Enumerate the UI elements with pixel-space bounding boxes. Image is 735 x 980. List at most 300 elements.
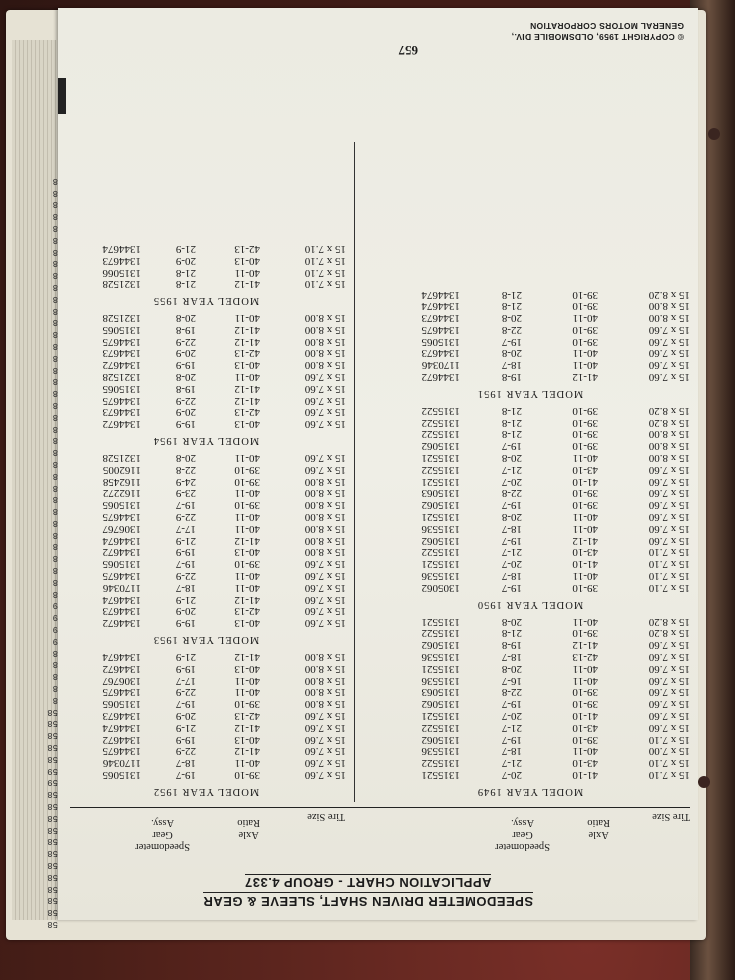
table-row	[66, 593, 346, 605]
axle-ratio-cell: 40-11	[572, 312, 598, 325]
table-row	[370, 370, 690, 382]
table-row	[370, 638, 690, 650]
axle-ratio-cell: 40-11	[572, 570, 598, 583]
table-row	[66, 394, 346, 406]
part-number-cell: 1344674	[421, 300, 460, 313]
axle-ratio-cell: 41-12	[234, 534, 260, 547]
part-number-cell: 1315065	[102, 323, 141, 336]
part-number-cell: 1315536	[421, 651, 460, 664]
table-row	[370, 428, 690, 440]
axle-ratio-cell: 40-11	[572, 522, 598, 535]
gear-ratio-cell: 18-7	[501, 522, 522, 535]
table-row	[66, 721, 346, 733]
tire-size-cell: 15 x 7.60	[648, 686, 690, 699]
section-heading: MODEL YEAR 1951	[476, 388, 584, 400]
axle-ratio-cell: 40-11	[234, 686, 260, 699]
header-right-speedometer-gear-assy: Speedometer Gear Assy.	[135, 817, 190, 852]
axle-ratio-cell: 41-12	[234, 593, 260, 606]
table-row	[370, 569, 690, 581]
axle-ratio-cell: 43-10	[572, 546, 598, 559]
gear-ratio-cell: 18-7	[175, 581, 196, 594]
table-row	[66, 278, 346, 290]
axle-ratio-cell: 41-12	[234, 323, 260, 336]
tire-size-cell: 15 x 7.60	[648, 359, 690, 372]
axle-ratio-cell: 41-10	[572, 558, 598, 571]
tire-size-cell: 15 x 7.60	[304, 745, 346, 758]
gear-ratio-cell: 22-8	[501, 686, 522, 699]
axle-ratio-cell: 39-10	[572, 288, 598, 301]
gear-ratio-cell: 21-8	[501, 404, 522, 417]
title-line-2: APPLICATION CHART - GROUP 4.337	[244, 875, 492, 890]
tire-size-cell: 15 x 8.00	[304, 546, 346, 559]
table-row	[66, 697, 346, 709]
axle-ratio-cell: 39-10	[572, 686, 598, 699]
tire-size-cell: 15 x 7.60	[304, 605, 346, 618]
part-number-cell: 1315521	[421, 511, 460, 524]
gear-ratio-cell: 19-9	[175, 418, 196, 431]
tire-size-cell: 15 x 7.00	[648, 745, 690, 758]
axle-ratio-cell: 39-10	[572, 416, 598, 429]
table-row	[370, 522, 690, 534]
left-column	[370, 288, 690, 802]
table-row	[66, 733, 346, 745]
gear-ratio-cell: 20-8	[175, 452, 196, 465]
gear-ratio-cell: 18-7	[501, 570, 522, 583]
gear-ratio-cell: 20-8	[175, 371, 196, 384]
part-number-cell: 1315065	[102, 698, 141, 711]
table-row	[66, 451, 346, 463]
axle-ratio-cell: 41-12	[234, 721, 260, 734]
tire-size-cell: 15 x 7.60	[304, 394, 346, 407]
table-row	[370, 416, 690, 428]
tire-size-cell: 15 x 7.10	[304, 254, 346, 267]
part-number-cell: 1315536	[421, 674, 460, 687]
gear-ratio-cell: 21-8	[175, 266, 196, 279]
gear-ratio-cell: 20-8	[501, 347, 522, 360]
axle-ratio-cell: 40-11	[234, 452, 260, 465]
header-left-axle-ratio: Axle Ratio	[587, 817, 610, 840]
tire-size-cell: 15 x 7.60	[648, 662, 690, 675]
part-number-cell: 1315065	[102, 499, 141, 512]
tire-size-cell: 15 x 8.00	[304, 347, 346, 360]
part-number-cell: 1344675	[102, 335, 141, 348]
part-number-cell: 1344674	[102, 651, 141, 664]
axle-ratio-cell: 42-13	[234, 605, 260, 618]
table-row	[370, 359, 690, 371]
tire-size-cell: 15 x 8.00	[304, 674, 346, 687]
tire-size-cell: 15 x 7.60	[304, 769, 346, 781]
axle-ratio-cell: 39-10	[572, 698, 598, 711]
table-row	[66, 498, 346, 510]
header-left-tire-size: Tire Size	[652, 811, 690, 822]
part-number-cell: 1315062	[421, 499, 460, 512]
tire-size-cell: 15 x 7.60	[648, 347, 690, 360]
tire-size-cell: 15 x 8.00	[304, 534, 346, 547]
table-row	[66, 510, 346, 522]
header-left-speedometer-gear-assy: Speedometer Gear Assy.	[495, 817, 550, 852]
gear-ratio-cell: 20-8	[501, 511, 522, 524]
axle-ratio-cell: 41-12	[572, 371, 598, 384]
tire-size-cell: 15 x 7.60	[304, 463, 346, 476]
tire-size-cell: 15 x 7.60	[648, 721, 690, 734]
part-number-cell: 1315522	[421, 546, 460, 559]
part-number-cell: 1315521	[421, 475, 460, 488]
table-row	[66, 745, 346, 757]
part-number-cell: 1315521	[421, 615, 460, 628]
part-number-cell: 1344673	[102, 254, 141, 267]
table-row	[66, 768, 346, 780]
part-number-cell: 1321528	[102, 312, 141, 325]
axle-ratio-cell: 40-11	[572, 745, 598, 758]
axle-ratio-cell: 40-11	[572, 615, 598, 628]
tire-size-cell: 15 x 8.00	[304, 335, 346, 348]
table-row	[370, 650, 690, 662]
gear-ratio-cell: 22-9	[175, 511, 196, 524]
gear-ratio-cell: 19-7	[501, 335, 522, 348]
tire-size-cell: 15 x 7.60	[648, 710, 690, 723]
table-row	[370, 546, 690, 558]
axle-ratio-cell: 40-13	[234, 418, 260, 431]
section-heading: MODEL YEAR 1955	[152, 295, 260, 307]
table-row	[66, 650, 346, 662]
table-row	[66, 463, 346, 475]
tire-size-cell: 15 x 7.60	[648, 511, 690, 524]
axle-ratio-cell: 40-11	[234, 570, 260, 583]
tire-size-cell: 15 x 7.60	[648, 487, 690, 500]
table-row	[66, 417, 346, 429]
tire-size-cell: 15 x 7.10	[304, 266, 346, 279]
gear-ratio-cell: 22-8	[501, 323, 522, 336]
gear-ratio-cell: 20-9	[175, 347, 196, 360]
tire-size-cell: 15 x 7.10	[648, 570, 690, 583]
part-number-cell: 1321528	[102, 278, 141, 291]
gear-ratio-cell: 20-8	[175, 312, 196, 325]
table-row	[370, 300, 690, 312]
part-number-cell: 1344673	[102, 347, 141, 360]
part-number-cell: 1170346	[102, 581, 141, 594]
gear-ratio-cell: 23-9	[175, 487, 196, 500]
tire-size-cell: 15 x 7.60	[304, 570, 346, 583]
part-number-cell: 1315066	[102, 266, 141, 279]
column-divider	[354, 142, 355, 802]
table-row	[370, 662, 690, 674]
tire-size-cell: 15 x 7.60	[648, 475, 690, 488]
gear-ratio-cell: 21-9	[175, 242, 196, 255]
title-line-1: SPEEDOMETER DRIVEN SHAFT, SLEEVE & GEAR	[202, 894, 534, 909]
axle-ratio-cell: 40-11	[572, 674, 598, 687]
gear-ratio-cell: 19-7	[501, 534, 522, 547]
axle-ratio-cell: 39-10	[234, 475, 260, 488]
part-number-cell: 1315063	[421, 686, 460, 699]
table-row	[66, 534, 346, 546]
tire-size-cell: 15 x 8.00	[304, 499, 346, 512]
tire-size-cell: 15 x 7.60	[648, 335, 690, 348]
axle-ratio-cell: 40-13	[234, 733, 260, 746]
axle-ratio-cell: 40-11	[234, 487, 260, 500]
tire-size-cell: 15 x 7.10	[304, 242, 346, 255]
axle-ratio-cell: 40-11	[234, 757, 260, 770]
axle-ratio-cell: 39-10	[572, 428, 598, 441]
axle-ratio-cell: 40-11	[234, 266, 260, 279]
tire-size-cell: 15 x 7.10	[304, 278, 346, 291]
part-number-cell: 1315522	[421, 428, 460, 441]
tire-size-cell: 15 x 7.10	[648, 733, 690, 746]
part-number-cell: 1315063	[421, 487, 460, 500]
tire-size-cell: 15 x 8.00	[648, 428, 690, 441]
section-heading: MODEL YEAR 1950	[476, 598, 584, 610]
gear-ratio-cell: 20-9	[175, 406, 196, 419]
part-number-cell: 1344675	[102, 570, 141, 583]
part-number-cell: 1344674	[102, 534, 141, 547]
right-column	[66, 242, 346, 802]
part-number-cell: 1315522	[421, 757, 460, 770]
part-number-cell: 1344673	[421, 312, 460, 325]
axle-ratio-cell: 43-10	[572, 463, 598, 476]
tire-size-cell: 15 x 7.60	[648, 522, 690, 535]
part-number-cell: 1315522	[421, 404, 460, 417]
gear-ratio-cell: 21-7	[501, 721, 522, 734]
part-number-cell: 1344674	[421, 288, 460, 301]
part-number-cell: 1344673	[102, 605, 141, 618]
table-row	[66, 546, 346, 558]
gear-ratio-cell: 19-9	[175, 662, 196, 675]
table-row	[370, 404, 690, 416]
table-row	[66, 242, 346, 254]
table-row	[370, 768, 690, 780]
part-number-cell: 1162005	[102, 463, 141, 476]
axle-ratio-cell: 42-13	[572, 651, 598, 664]
gear-ratio-cell: 20-8	[501, 312, 522, 325]
part-number-cell: 1344674	[102, 593, 141, 606]
part-number-cell: 1305062	[421, 581, 460, 594]
gear-ratio-cell: 22-9	[175, 570, 196, 583]
gear-ratio-cell: 21-8	[501, 416, 522, 429]
table-row	[370, 335, 690, 347]
rotated-page-content	[58, 8, 698, 920]
part-number-cell: 1315521	[421, 710, 460, 723]
part-number-cell: 1315522	[421, 416, 460, 429]
gear-ratio-cell: 21-7	[501, 757, 522, 770]
gear-ratio-cell: 21-7	[501, 546, 522, 559]
table-row	[66, 569, 346, 581]
axle-ratio-cell: 40-11	[572, 359, 598, 372]
part-number-cell: 1344672	[421, 371, 460, 384]
gear-ratio-cell: 21-8	[501, 300, 522, 313]
table-row	[66, 382, 346, 394]
section-heading: MODEL YEAR 1953	[152, 634, 260, 646]
page-number: 657	[398, 43, 418, 58]
part-number-cell: 1315065	[102, 769, 141, 781]
tire-size-cell: 15 x 7.60	[304, 418, 346, 431]
tire-size-cell: 15 x 7.60	[304, 371, 346, 384]
gear-ratio-cell: 19-7	[175, 769, 196, 781]
part-number-cell: 1315536	[421, 570, 460, 583]
table-row	[370, 674, 690, 686]
table-row	[66, 347, 346, 359]
tire-size-cell: 15 x 7.60	[304, 558, 346, 571]
axle-ratio-cell: 41-10	[572, 710, 598, 723]
section-heading: MODEL YEAR 1954	[152, 435, 260, 447]
table-row	[370, 721, 690, 733]
part-number-cell: 1315522	[421, 627, 460, 640]
axle-ratio-cell: 39-10	[234, 698, 260, 711]
gear-ratio-cell: 20-9	[175, 605, 196, 618]
gear-ratio-cell: 21-9	[175, 651, 196, 664]
axle-ratio-cell: 42-13	[234, 710, 260, 723]
copyright-line-2: GENERAL MOTORS CORPORATION	[529, 21, 684, 31]
tire-size-cell: 15 x 8.20	[648, 627, 690, 640]
tire-size-cell: 15 x 7.60	[648, 674, 690, 687]
tire-size-cell: 15 x 7.10	[648, 757, 690, 770]
gear-ratio-cell: 21-7	[501, 463, 522, 476]
axle-ratio-cell: 39-10	[572, 487, 598, 500]
axle-ratio-cell: 41-12	[572, 534, 598, 547]
axle-ratio-cell: 42-13	[234, 242, 260, 255]
gear-ratio-cell: 19-9	[175, 733, 196, 746]
table-row	[66, 487, 346, 499]
axle-ratio-cell: 41-10	[572, 769, 598, 781]
axle-ratio-cell: 41-12	[234, 394, 260, 407]
table-row	[66, 557, 346, 569]
axle-ratio-cell: 40-11	[234, 312, 260, 325]
header-right-tire-size: Tire Size	[307, 811, 345, 822]
part-number-cell: 1344673	[102, 710, 141, 723]
axle-ratio-cell: 41-12	[572, 639, 598, 652]
gear-ratio-cell: 20-8	[501, 615, 522, 628]
gear-ratio-cell: 19-7	[501, 733, 522, 746]
table-row	[66, 756, 346, 768]
tire-size-cell: 15 x 7.60	[304, 382, 346, 395]
gear-ratio-cell: 22-9	[175, 335, 196, 348]
table-row	[370, 288, 690, 300]
gear-ratio-cell: 22-9	[175, 686, 196, 699]
part-number-cell: 1315062	[421, 639, 460, 652]
axle-ratio-cell: 41-12	[234, 745, 260, 758]
gear-ratio-cell: 20-8	[501, 452, 522, 465]
part-number-cell: 1344675	[102, 686, 141, 699]
binder-hole-bottom	[698, 776, 710, 788]
gear-ratio-cell: 19-8	[175, 323, 196, 336]
gear-ratio-cell: 19-8	[501, 639, 522, 652]
axle-ratio-cell: 40-11	[572, 511, 598, 524]
part-number-cell: 1315521	[421, 558, 460, 571]
gear-ratio-cell: 21-8	[501, 288, 522, 301]
axle-ratio-cell: 39-10	[572, 335, 598, 348]
part-number-cell: 1315521	[421, 769, 460, 781]
table-row	[370, 487, 690, 499]
axle-ratio-cell: 43-10	[572, 757, 598, 770]
table-row	[66, 359, 346, 371]
gear-ratio-cell: 17-7	[175, 674, 196, 687]
axle-ratio-cell: 40-13	[234, 617, 260, 630]
tire-size-cell: 15 x 8.00	[648, 440, 690, 453]
gear-ratio-cell: 21-9	[175, 721, 196, 734]
part-number-cell: 1344673	[421, 347, 460, 360]
part-number-cell: 1344673	[102, 406, 141, 419]
gear-ratio-cell: 20-8	[501, 662, 522, 675]
tire-size-cell: 15 x 8.00	[304, 487, 346, 500]
gear-ratio-cell: 16-7	[501, 674, 522, 687]
table-row	[370, 510, 690, 522]
tire-size-cell: 15 x 8.00	[304, 511, 346, 524]
table-row	[370, 439, 690, 451]
gear-ratio-cell: 18-7	[501, 745, 522, 758]
tire-size-cell: 15 x 7.60	[304, 593, 346, 606]
part-number-cell: 1315521	[421, 452, 460, 465]
table-row	[370, 451, 690, 463]
tire-size-cell: 15 x 7.60	[304, 406, 346, 419]
axle-ratio-cell: 43-10	[572, 721, 598, 734]
gear-ratio-cell: 19-7	[501, 698, 522, 711]
axle-ratio-cell: 40-11	[572, 347, 598, 360]
tire-size-cell: 15 x 7.10	[648, 558, 690, 571]
axle-ratio-cell: 39-10	[572, 440, 598, 453]
part-number-cell: 1315062	[421, 534, 460, 547]
tire-size-cell: 15 x 8.00	[304, 651, 346, 664]
table-row	[66, 475, 346, 487]
part-number-cell: 1315521	[421, 662, 460, 675]
axle-ratio-cell: 40-13	[234, 254, 260, 267]
gear-ratio-cell: 20-7	[501, 558, 522, 571]
table-row	[66, 311, 346, 323]
part-number-cell: 1315522	[421, 463, 460, 476]
copyright-notice	[512, 20, 685, 42]
axle-ratio-cell: 39-10	[572, 323, 598, 336]
table-row	[370, 697, 690, 709]
part-number-cell: 1315522	[421, 721, 460, 734]
table-row	[66, 254, 346, 266]
axle-ratio-cell: 40-11	[234, 522, 260, 535]
axle-ratio-cell: 40-13	[234, 662, 260, 675]
table-row	[370, 733, 690, 745]
tire-size-cell: 15 x 8.00	[648, 312, 690, 325]
table-row	[370, 709, 690, 721]
copyright-line-1: © COPYRIGHT 1959, OLDSMOBILE DIV.,	[511, 32, 684, 42]
chart-title	[98, 873, 638, 910]
tire-size-cell: 15 x 7.60	[304, 757, 346, 770]
part-number-cell: 1344675	[102, 394, 141, 407]
part-number-cell: 1344675	[102, 745, 141, 758]
gear-ratio-cell: 19-9	[175, 617, 196, 630]
axle-ratio-cell: 40-13	[234, 546, 260, 559]
part-number-cell: 1306767	[102, 674, 141, 687]
table-row	[370, 347, 690, 359]
gear-ratio-cell: 19-8	[175, 382, 196, 395]
part-number-cell: 1344675	[102, 511, 141, 524]
tire-size-cell: 15 x 7.60	[648, 499, 690, 512]
tire-size-cell: 15 x 7.60	[304, 581, 346, 594]
tire-size-cell: 15 x 8.00	[304, 686, 346, 699]
axle-ratio-cell: 39-10	[572, 581, 598, 594]
table-row	[370, 627, 690, 639]
table-row	[66, 335, 346, 347]
tire-size-cell: 15 x 8.00	[304, 522, 346, 535]
part-number-cell: 1321528	[102, 371, 141, 384]
table-row	[66, 370, 346, 382]
gear-ratio-cell: 19-7	[501, 440, 522, 453]
gear-ratio-cell: 19-7	[175, 558, 196, 571]
table-row	[370, 686, 690, 698]
tire-size-cell: 15 x 8.20	[648, 416, 690, 429]
section-heading: MODEL YEAR 1949	[476, 786, 584, 797]
header-right-axle-ratio: Axle Ratio	[237, 817, 260, 840]
tire-size-cell: 15 x 7.60	[304, 710, 346, 723]
axle-ratio-cell: 39-10	[234, 499, 260, 512]
axle-ratio-cell: 39-10	[234, 769, 260, 781]
table-row	[370, 463, 690, 475]
part-number-cell: 1344674	[102, 721, 141, 734]
gear-ratio-cell: 18-7	[501, 651, 522, 664]
